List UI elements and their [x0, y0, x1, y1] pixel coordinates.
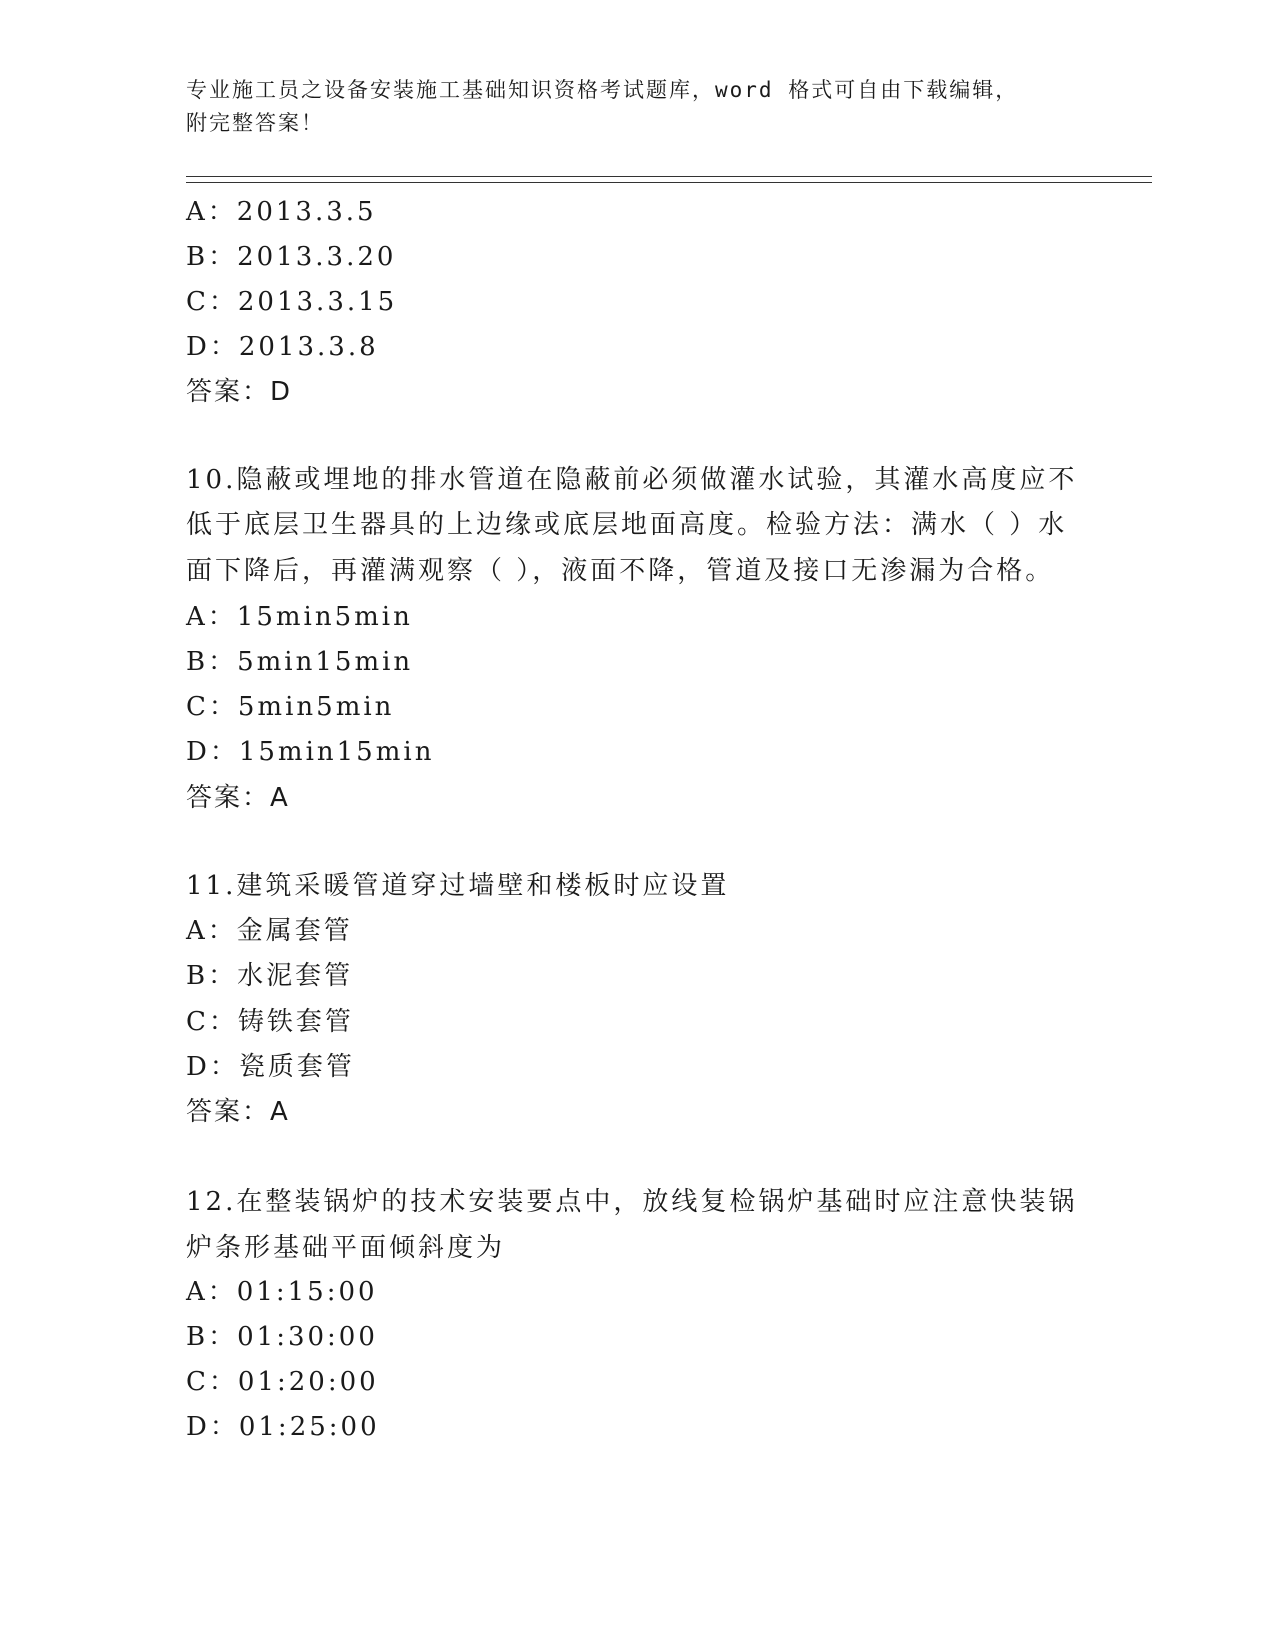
q10-question-line-3: 面下降后，再灌满观察（ ），液面不降，管道及接口无渗漏为合格。 — [186, 556, 1055, 586]
q12-question-line-1: 12.在整装锅炉的技术安装要点中，放线复检锅炉基础时应注意快装锅 — [186, 1187, 1078, 1217]
q12-option-a: A：01:15:00 — [186, 1277, 378, 1307]
q12-option-c: C：01:20:00 — [186, 1367, 379, 1397]
q9-option-b: B：2013.3.20 — [186, 242, 397, 272]
q9-option-a: A：2013.3.5 — [186, 197, 377, 227]
header-divider-top — [186, 176, 1152, 177]
q12-option-d: D：01:25:00 — [186, 1412, 380, 1442]
q9-option-c: C：2013.3.15 — [186, 287, 398, 317]
q11-question-line-1: 11.建筑采暖管道穿过墙壁和楼板时应设置 — [186, 871, 730, 901]
q10-option-d: D：15min15min — [186, 737, 435, 767]
q12-option-b: B：01:30:00 — [186, 1322, 378, 1352]
q11-option-c: C：铸铁套管 — [186, 1007, 354, 1037]
q12-question-line-2: 炉条形基础平面倾斜度为 — [186, 1233, 506, 1263]
q11-option-d: D：瓷质套管 — [186, 1052, 355, 1082]
document-header-line-1: 专业施工员之设备安装施工基础知识资格考试题库，word 格式可自由下载编辑， — [186, 78, 1019, 102]
q9-option-d: D：2013.3.8 — [186, 332, 379, 362]
q10-question-line-2: 低于底层卫生器具的上边缘或底层地面高度。检验方法：满水（ ）水 — [186, 510, 1068, 540]
q10-option-a: A：15min5min — [186, 602, 413, 632]
q11-option-a: A：金属套管 — [186, 916, 353, 946]
document-header-line-2: 附完整答案！ — [186, 111, 324, 135]
q10-option-b: B：5min15min — [186, 647, 414, 677]
q10-answer: 答案：A — [186, 783, 290, 813]
q11-answer: 答案：A — [186, 1097, 290, 1127]
q11-option-b: B：水泥套管 — [186, 961, 354, 991]
q10-option-c: C：5min5min — [186, 692, 395, 722]
header-divider-bottom — [186, 182, 1152, 183]
q9-answer: 答案：D — [186, 377, 293, 407]
q10-question-line-1: 10.隐蔽或埋地的排水管道在隐蔽前必须做灌水试验，其灌水高度应不 — [186, 465, 1078, 495]
